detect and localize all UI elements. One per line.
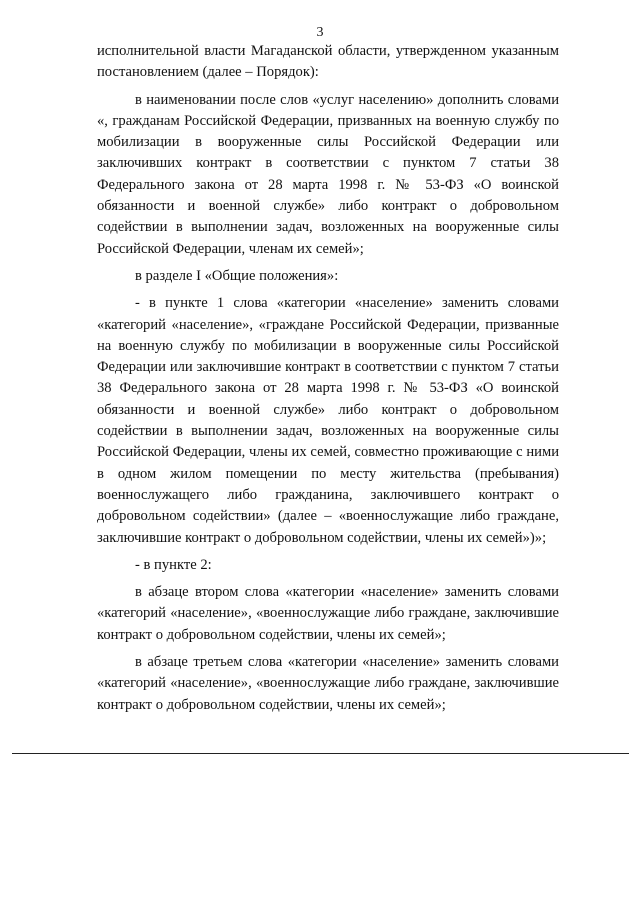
paragraph-point-1: - в пункте 1 слова «категории «население» заменить словами «категорий «население», «граждане Российской Федерации, призванные на военную службу по мобилизации в вооруженные силы Российской Федерации или заключившие контракт в соответствии с пунктом 7 статьи 38 Федерального закона от 28 марта 1998 г. № 53-ФЗ «О воинской обязанности и военной службе» либо контракт о добровольном содействии в выполнении задач, возложенных на вооруженные силы Российской Федерации, члены их семей, совместно проживающие с ними в одном жилом помещении по месту жительства (пребывания) военнослужащего либо гражданина, заключившего контракт о добровольном содействии» (далее – «военнослужащие либо граждане, заключившие контракт о добровольном содействии, члены их семей»)»; (97, 295, 559, 546)
bottom-divider (12, 753, 629, 754)
paragraph-abzats-3: в абзаце третьем слова «категории «население» заменить словами «категорий «население», «военнослужащие либо граждане, заключившие контракт о добровольном содействии, члены их семей»; (97, 654, 559, 713)
paragraph-section-heading: в разделе I «Общие положения»: (135, 267, 339, 284)
paragraph-continuation: исполнительной власти Магаданской области, утвержденном указанным постановлением (далее – Порядок): (97, 43, 559, 81)
paragraph-abzats-2: в абзаце втором слова «категории «население» заменить словами «категорий «население», «военнослужащие либо граждане, заключившие контракт о добровольном содействии, члены их семей»; (97, 584, 559, 643)
document-body (97, 41, 559, 722)
paragraph-title-amendment: в наименовании после слов «услуг населению» дополнить словами «, гражданам Российской Федерации, призванных на военную службу по мобилизации в вооруженные силы Российской Федерации или заключивших контракт в соответствии с пунктом 7 статьи 38 Федерального закона от 28 марта 1998 г. № 53-ФЗ «О воинской обязанности и военной службе» либо контракт о добровольном содействии в выполнении задач, возложенных на вооруженные силы Российской Федерации, членам их семей»; (97, 91, 559, 257)
paragraph-point-2: - в пункте 2: (135, 556, 212, 573)
page-number: 3 (316, 25, 324, 40)
